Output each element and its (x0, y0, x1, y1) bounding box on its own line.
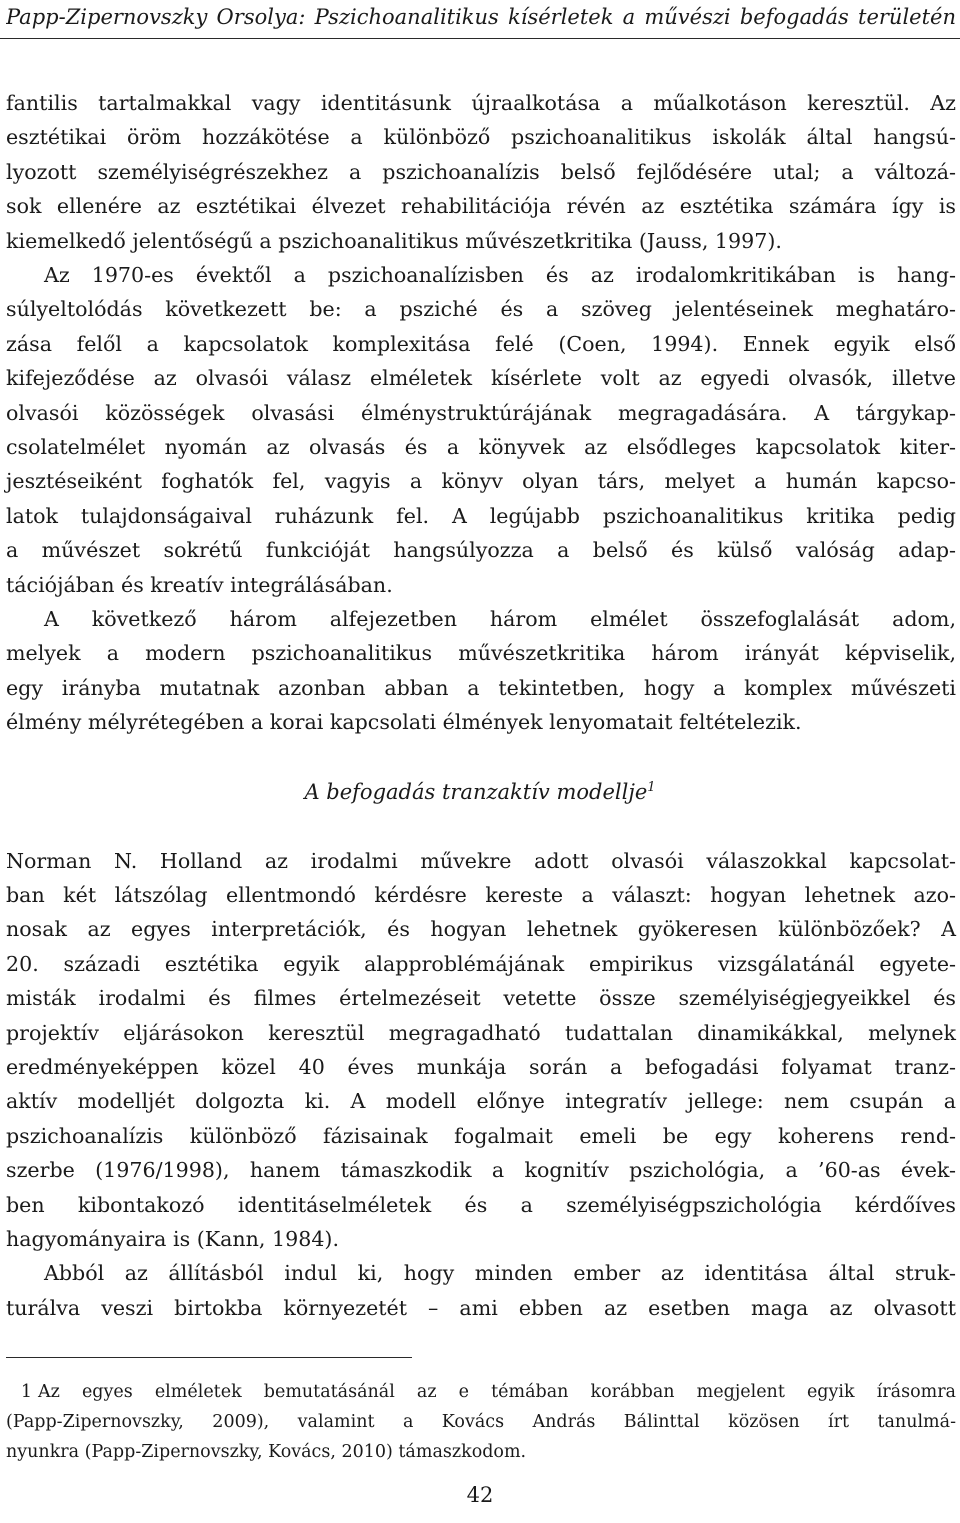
section-line: eredményeképpen közel 40 éves munkája során a befogadási folyamat tranz- (6, 1055, 956, 1079)
section-line: hagyományaira is (Kann, 1984). (6, 1227, 339, 1251)
body-line: súlyeltolódás következett be: a psziché és a szöveg jelentéseinek meghatáro- (6, 297, 956, 321)
footnote-reference[interactable]: 1 (647, 780, 656, 795)
body-line: melyek a modern pszichoanalitikus művészetkritika három irányát képviselik, (6, 641, 956, 665)
footnote-line: nyunkra (Papp-Zipernovszky, Kovács, 2010) támaszkodom. (6, 1442, 527, 1462)
section-line: nosak az egyes interpretációk, és hogyan lehetnek gyökeresen különbözőek? A (6, 917, 956, 941)
section-line: ban két látszólag ellentmondó kérdésre kereste a választ: hogyan lehetnek azo- (6, 883, 956, 907)
body-line: fantilis tartalmakkal vagy identitásunk újraalkotása a műalkotáson keresztül. Az (6, 91, 956, 115)
running-head: Papp-Zipernovszky Orsolya: Pszichoanalitikus kísérletek a művészi befogadás területén (6, 5, 956, 29)
body-line: jesztéseiként foghatók fel, vagyis a könyv olyan társ, melyet a humán kapcso- (6, 469, 956, 493)
body-line: tációjában és kreatív integrálásában. (6, 573, 393, 597)
body-line: latok tulajdonságaival ruházunk fel. A legújabb pszichoanalitikus kritika pedig (6, 504, 956, 528)
body-line: kiemelkedő jelentőségű a pszichoanalitikus művészetkritika (Jauss, 1997). (6, 229, 782, 253)
running-head-rule (0, 38, 960, 39)
body-line: A következő három alfejezetben három elmélet összefoglalását adom, (44, 607, 956, 631)
section-line: misták irodalmi és filmes értelmezéseit vetette össze személyiségjegyeikkel és (6, 986, 956, 1010)
body-line: élmény mélyrétegében a korai kapcsolati élmények lenyomatait feltételezik. (6, 710, 802, 734)
section-title-text: A befogadás tranzaktív modellje (304, 780, 648, 804)
section-line: aktív modelljét dolgozta ki. A modell előnye integratív jellege: nem csupán a (6, 1089, 956, 1113)
section-line: Abból az állításból indul ki, hogy minden ember az identitása által struk- (44, 1261, 956, 1285)
body-line: kifejeződése az olvasói válasz elméletek kísérlete volt az egyedi olvasók, illetve (6, 366, 956, 390)
footnote-line: Az egyes elméletek bemutatásánál az e témában korábban megjelent egyik írásomra (38, 1382, 956, 1402)
section-line: szerbe (1976/1998), hanem támaszkodik a kognitív pszichológia, a ’60-as évek- (6, 1158, 956, 1182)
footnote-marker: 1 (20, 1382, 32, 1402)
footnote-line: (Papp-Zipernovszky, 2009), valamint a Kovács András Bálinttal közösen írt tanulmá- (6, 1412, 956, 1432)
body-line: a művészet sokrétű funkcióját hangsúlyozza a belső és külső valóság adap- (6, 538, 956, 562)
section-line: projektív eljárásokon keresztül megragadható tudattalan dinamikákkal, melynek (6, 1021, 956, 1045)
page-number: 42 (466, 1483, 494, 1507)
body-line: lyozott személyiségrészekhez a pszichoanalízis belső fejlődésére utal; a változá- (6, 160, 956, 184)
section-line: pszichoanalízis különböző fázisainak fogalmait emeli be egy koherens rend- (6, 1124, 956, 1148)
body-line: esztétikai öröm hozzákötése a különböző pszichoanalitikus iskolák által hangsú- (6, 125, 956, 149)
footnote-rule (6, 1357, 412, 1358)
body-line: sok ellenére az esztétikai élvezet rehabilitációja révén az esztétika számára így is (6, 194, 956, 218)
section-line: ben kibontakozó identitáselméletek és a személyiségpszichológia kérdőíves (6, 1193, 956, 1217)
section-title (0, 776, 960, 808)
body-line: olvasói közösségek olvasási élménystruktúrájának megragadására. A tárgykap- (6, 401, 956, 425)
body-line: zása felől a kapcsolatok komplexitása felé (Coen, 1994). Ennek egyik első (6, 332, 956, 356)
section-line: Norman N. Holland az irodalmi művekre adott olvasói válaszokkal kapcsolat- (6, 849, 956, 873)
body-line: Az 1970-es évektől a pszichoanalízisben és az irodalomkritikában is hang- (44, 263, 956, 287)
section-line: 20. századi esztétika egyik alapproblémájának empirikus vizsgálatánál egyete- (6, 952, 956, 976)
body-line: egy irányba mutatnak azonban abban a tekintetben, hogy a komplex művészeti (6, 676, 956, 700)
body-line: csolatelmélet nyomán az olvasás és a könyvek az elsődleges kapcsolatok kiter- (6, 435, 956, 459)
section-line: turálva veszi birtokba környezetét – ami ebben az esetben maga az olvasott (6, 1296, 956, 1320)
